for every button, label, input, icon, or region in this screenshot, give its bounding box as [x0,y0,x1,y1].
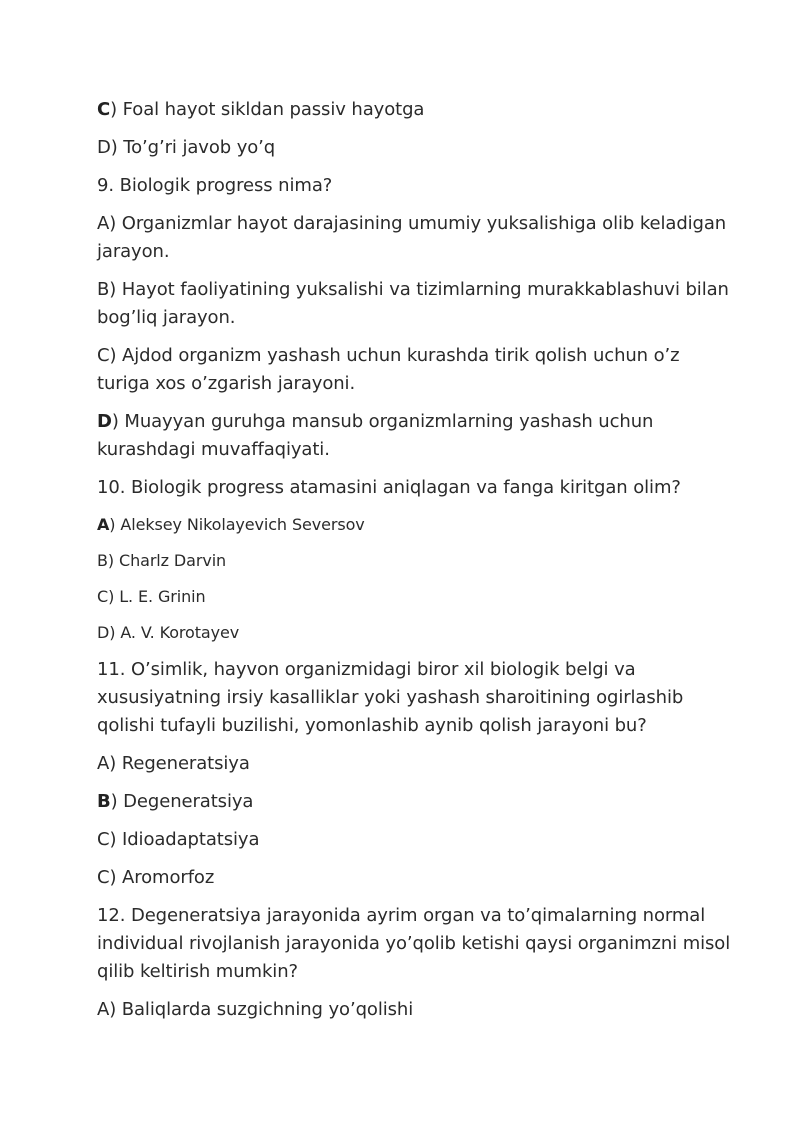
line-text: B) Charlz Darvin [97,551,227,570]
text-line [97,512,737,538]
line-text: C) Ajdod organizm yashash uchun kurashda tirik qolish uchun o’z turiga xos o’zgarish jarayoni. [97,345,680,394]
line-text: C) L. E. Grinin [97,587,206,606]
answer-mark: C [97,99,111,120]
answer-mark: D [97,411,112,432]
answer-mark: A [97,515,110,534]
text-line [97,750,737,778]
text-line [97,584,737,610]
document-page [97,96,737,1034]
text-line [97,342,737,398]
line-text: B) Hayot faoliyatining yuksalishi va tizimlarning murakkablashuvi bilan bog’liq jarayon. [97,279,729,328]
line-text: 12. Degeneratsiya jarayonida ayrim organ va to’qimalarning normal individual rivojlanish jarayonida yo’qolib ketishi qaysi organimzni misol qilib keltirish mumkin? [97,905,731,982]
line-text: C) Aromorfoz [97,867,215,888]
line-text: 11. O’simlik, hayvon organizmidagi biror xil biologik belgi va xususiyatning irsiy kasalliklar yoki yashash sharoitining ogirlashib qolishi tufayli buzilishi, yomonlashib aynib qolish jarayoni bu? [97,659,684,736]
line-text: 9. Biologik progress nima? [97,175,333,196]
line-text: A) Regeneratsiya [97,753,250,774]
line-text: A) Baliqlarda suzgichning yo’qolishi [97,999,414,1020]
answer-mark: B [97,791,111,812]
line-text: ) Degeneratsiya [110,791,254,812]
text-line [97,788,737,816]
text-line [97,134,737,162]
text-line [97,826,737,854]
question-line [97,474,737,502]
line-text: D) To’g’ri javob yo’q [97,137,276,158]
text-line [97,276,737,332]
text-line [97,864,737,892]
question-line [97,656,737,740]
text-line [97,96,737,124]
text-line [97,996,737,1024]
line-text: ) Foal hayot sikldan passiv hayotga [110,99,425,120]
text-line [97,408,737,464]
line-text: D) A. V. Korotayev [97,623,240,642]
text-line [97,548,737,574]
text-line [97,210,737,266]
line-text: ) Muayyan guruhga mansub organizmlarning yashash uchun kurashdagi muvaffaqiyati. [97,411,654,460]
question-line [97,902,737,986]
line-text: ) Aleksey Nikolayevich Seversov [109,515,365,534]
line-text: A) Organizmlar hayot darajasining umumiy yuksalishiga olib keladigan jarayon. [97,213,727,262]
question-line [97,172,737,200]
line-text: 10. Biologik progress atamasini aniqlagan va fanga kiritgan olim? [97,477,681,498]
text-line [97,620,737,646]
line-text: C) Idioadaptatsiya [97,829,260,850]
